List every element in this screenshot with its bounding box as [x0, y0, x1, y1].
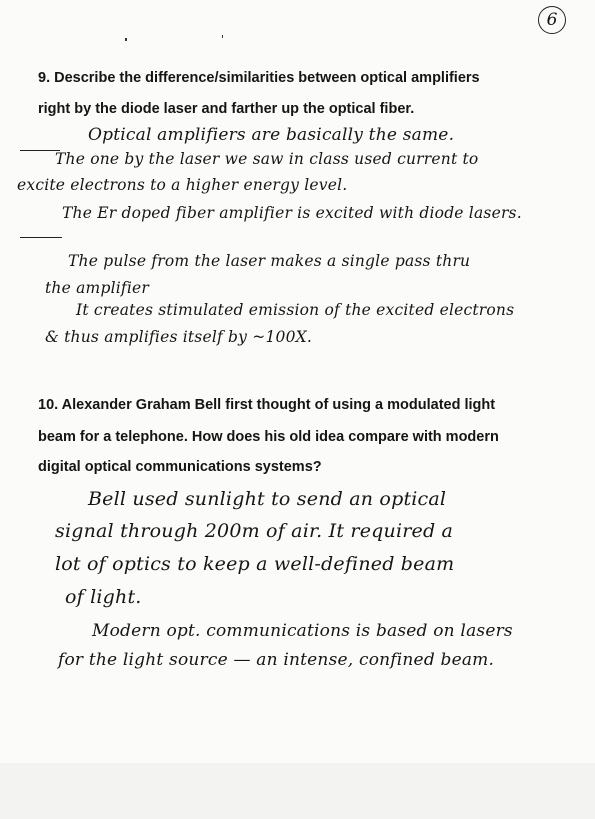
- paper-speck: [125, 38, 127, 41]
- answer-9-line-3: excite electrons to a higher energy level.: [17, 176, 348, 194]
- answer-9-line-4: The Er doped fiber amplifier is excited with diode lasers.: [62, 204, 522, 222]
- answer-9-line-5: The pulse from the laser makes a single pass thru: [68, 252, 471, 270]
- answer-9-line-1: Optical amplifiers are basically the same.: [88, 125, 455, 145]
- question-10-line-2: beam for a telephone. How does his old idea compare with modern: [38, 429, 499, 445]
- answer-9-line-8: & thus amplifies itself by ~100X.: [45, 328, 312, 346]
- question-10-line-3: digital optical communications systems?: [38, 459, 322, 475]
- paper-speck: [222, 35, 223, 38]
- answer-10-line-2: signal through 200m of air. It required a: [55, 520, 454, 542]
- scan-margin: [0, 763, 595, 819]
- question-9-line-2: right by the diode laser and farther up the optical fiber.: [38, 101, 415, 117]
- page-number: 6: [538, 6, 566, 34]
- answer-9-line-2: The one by the laser we saw in class used current to: [55, 150, 479, 168]
- question-9-line-1: 9. Describe the difference/similarities between optical amplifiers: [38, 70, 480, 86]
- separator-dash: [20, 150, 60, 151]
- question-10-line-1: 10. Alexander Graham Bell first thought of using a modulated light: [38, 397, 496, 413]
- answer-9-line-7: It creates stimulated emission of the excited electrons: [76, 301, 515, 319]
- answer-10-line-6: for the light source — an intense, confined beam.: [58, 650, 495, 670]
- separator-dash: [20, 237, 62, 238]
- answer-10-line-4: of light.: [65, 586, 142, 608]
- answer-10-line-3: lot of optics to keep a well-defined beam: [55, 553, 455, 575]
- answer-10-line-1: Bell used sunlight to send an optical: [88, 488, 447, 510]
- answer-10-line-5: Modern opt. communications is based on lasers: [92, 621, 513, 641]
- answer-9-line-6: the amplifier: [45, 279, 149, 297]
